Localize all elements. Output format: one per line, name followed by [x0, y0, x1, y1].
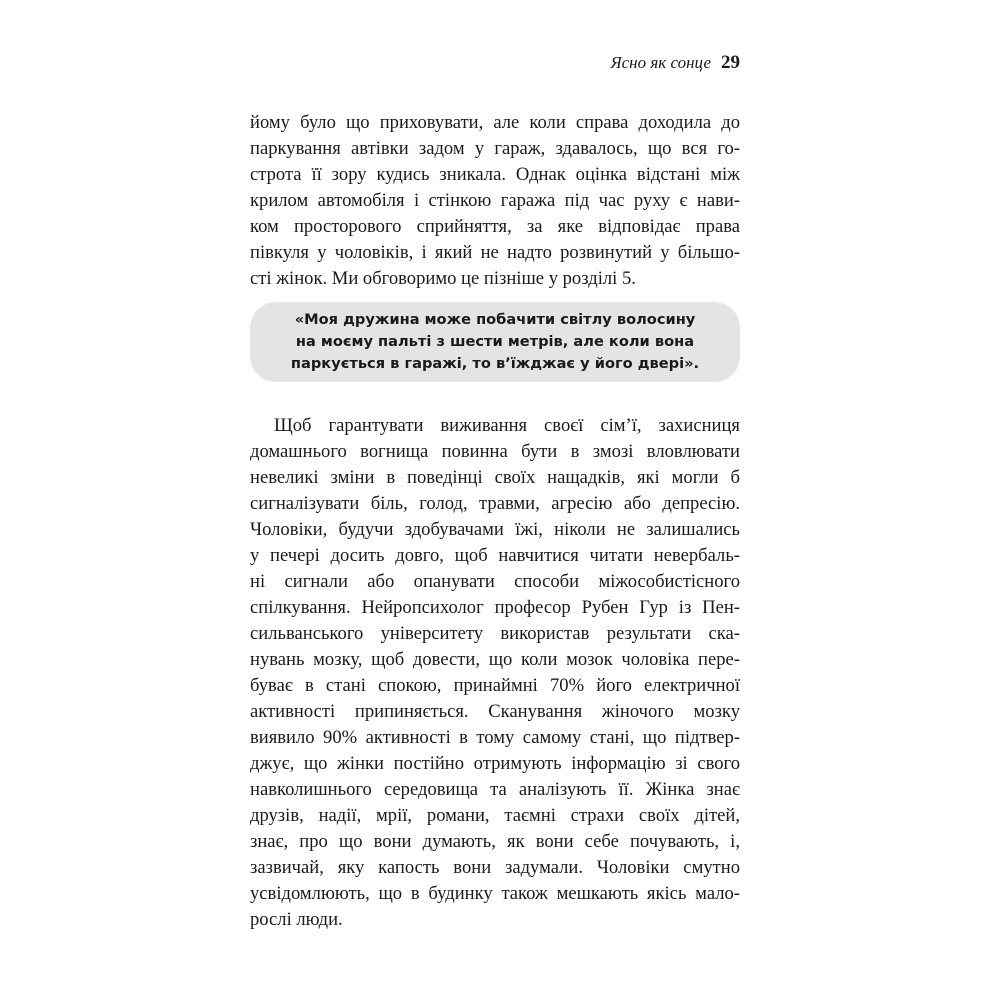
text-line: строта її зору кудись зникала. Однак оцінка відстані між — [250, 164, 740, 185]
text-line: друзів, надії, мрії, романи, таємні страхи своїх дітей, — [250, 805, 740, 826]
paragraph-1 — [250, 110, 740, 292]
running-title: Ясно як сонце — [610, 53, 711, 72]
text-line: у печері досить довго, щоб навчитися читати невербаль- — [250, 545, 740, 566]
text-line: сильванського університету використав результати ска- — [250, 623, 740, 644]
text-line: зазвичай, яку капость вони задумали. Чоловіки смутно — [250, 857, 740, 878]
text-line: виявило 90% активності в тому самому стані, що підтвер- — [250, 727, 740, 748]
text-line: джує, що жінки постійно отримують інформацію зі свого — [250, 753, 740, 774]
text-line: нувань мозку, щоб довести, що коли мозок чоловіка пере- — [250, 649, 740, 670]
text-line: ком просторового сприйняття, за яке відповідає права — [250, 216, 740, 237]
text-line: сигналізувати біль, голод, травми, агресію або депресію. — [250, 493, 740, 514]
text-line: навколишнього середовища та аналізують її. Жінка знає — [250, 779, 740, 800]
text-line: паркування автівки задом у гараж, здавалось, що вся го- — [250, 138, 740, 159]
page-number: 29 — [721, 52, 740, 73]
text-line: сті жінок. Ми обговоримо це пізніше у розділі 5. — [250, 268, 636, 289]
paragraph-2 — [250, 413, 740, 933]
text-line: йому було що приховувати, але коли справа доходила до — [250, 112, 740, 133]
pull-quote-line: паркується в гаражі, то в’їжджає у його двері». — [290, 355, 700, 372]
pull-quote — [250, 302, 740, 382]
book-page — [250, 0, 740, 1000]
pull-quote-line: «Моя дружина може побачити світлу волосину — [294, 311, 696, 328]
text-line: рослі люди. — [250, 909, 343, 930]
text-line: крилом автомобіля і стінкою гаража під час руху є нави- — [250, 190, 740, 211]
text-line: знає, про що вони думають, як вони себе почувають, і, — [250, 831, 740, 852]
running-head — [610, 52, 740, 78]
text-line: усвідомлюють, що в будинку також мешкають якісь мало- — [250, 883, 740, 904]
text-line: спілкування. Нейропсихолог професор Рубен Гур із Пен- — [250, 597, 740, 618]
text-line: півкуля у чоловіків, і який не надто розвинутий у більшо- — [250, 242, 740, 263]
text-line: Чоловіки, будучи здобувачами їжі, ніколи не залишались — [250, 519, 740, 540]
text-line: активності припиняється. Сканування жіночого мозку — [250, 701, 740, 722]
text-line: ні сигнали або опанувати способи міжособистісного — [250, 571, 740, 592]
text-line: невеликі зміни в поведінці своїх нащадків, які могли б — [250, 467, 740, 488]
text-line: домашнього вогнища повинна бути в змозі вловлювати — [250, 441, 740, 462]
text-line: буває в стані спокою, принаймні 70% його електричної — [250, 675, 740, 696]
pull-quote-line: на моєму пальті з шести метрів, але коли вона — [295, 333, 695, 350]
text-line: Щоб гарантувати виживання своєї сім’ї, захисниця — [274, 415, 740, 436]
